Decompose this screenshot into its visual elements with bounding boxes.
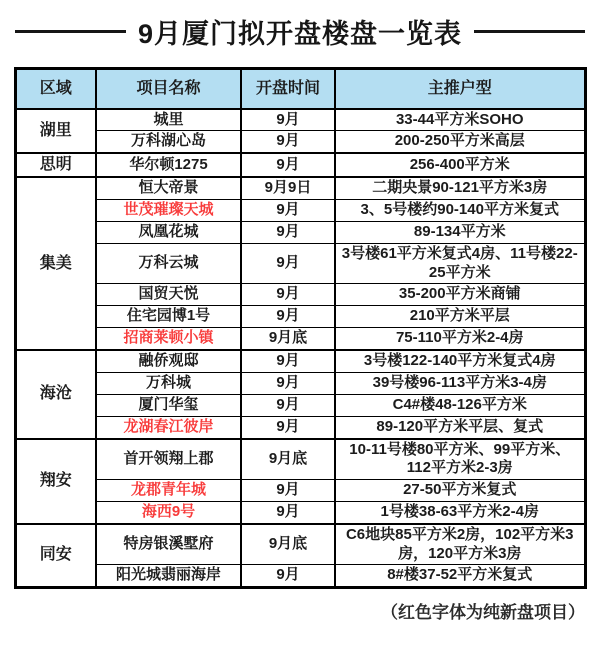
region-group — [15, 524, 585, 588]
unit-types-cell: 256-400平方米 — [335, 153, 585, 177]
region-group — [15, 109, 585, 154]
table-row — [15, 565, 585, 588]
project-name-cell: 凤凰花城 — [96, 221, 241, 243]
opening-time-cell: 9月 — [241, 109, 335, 131]
project-name-cell: 海西9号 — [96, 502, 241, 524]
table-row — [15, 372, 585, 394]
table-row — [15, 153, 585, 177]
opening-time-cell: 9月 — [241, 131, 335, 153]
opening-time-cell: 9月 — [241, 199, 335, 221]
unit-types-cell: 33-44平方米SOHO — [335, 109, 585, 131]
table-row — [15, 350, 585, 372]
opening-time-cell: 9月底 — [241, 524, 335, 565]
unit-types-cell: 210平方米平层 — [335, 306, 585, 328]
project-name-cell: 万科城 — [96, 372, 241, 394]
opening-time-cell: 9月 — [241, 306, 335, 328]
column-header-project: 项目名称 — [96, 69, 241, 109]
opening-time-cell: 9月 — [241, 372, 335, 394]
project-name-cell: 华尔顿1275 — [96, 153, 241, 177]
table-row — [15, 221, 585, 243]
project-name-cell: 融侨观邸 — [96, 350, 241, 372]
opening-time-cell: 9月 — [241, 153, 335, 177]
project-name-cell: 城里 — [96, 109, 241, 131]
table-row — [15, 306, 585, 328]
region-group — [15, 177, 585, 350]
footnote: （红色字体为纯新盘项目） — [381, 603, 585, 622]
unit-types-cell: 75-110平方米2-4房 — [335, 328, 585, 350]
project-name-cell: 恒大帝景 — [96, 177, 241, 199]
project-name-cell: 招商莱顿小镇 — [96, 328, 241, 350]
unit-types-cell: 200-250平方米高层 — [335, 131, 585, 153]
opening-time-cell: 9月底 — [241, 328, 335, 350]
title-bar — [15, 12, 585, 51]
project-name-cell: 阳光城翡丽海岸 — [96, 565, 241, 588]
unit-types-cell: 3号楼122-140平方米复式4房 — [335, 350, 585, 372]
table-header-row — [15, 69, 585, 109]
table-row — [15, 439, 585, 480]
column-header-unit-types: 主推户型 — [335, 69, 585, 109]
unit-types-cell: 39号楼96-113平方米3-4房 — [335, 372, 585, 394]
title-left-rule — [15, 30, 126, 33]
unit-types-cell: 89-120平方米平层、复式 — [335, 416, 585, 438]
title-right-rule — [474, 30, 585, 33]
region-cell: 思明 — [15, 153, 96, 177]
opening-time-cell: 9月9日 — [241, 177, 335, 199]
table-row — [15, 394, 585, 416]
unit-types-cell: 35-200平方米商铺 — [335, 284, 585, 306]
unit-types-cell: 3号楼61平方米复式4房、11号楼22-25平方米 — [335, 243, 585, 284]
project-name-cell: 世茂璀璨天城 — [96, 199, 241, 221]
opening-time-cell: 9月 — [241, 480, 335, 502]
project-name-cell: 万科湖心岛 — [96, 131, 241, 153]
project-name-cell: 万科云城 — [96, 243, 241, 284]
project-name-cell: 厦门华玺 — [96, 394, 241, 416]
table-row — [15, 524, 585, 565]
opening-time-cell: 9月 — [241, 221, 335, 243]
openings-table — [14, 67, 587, 589]
project-name-cell: 首开领翔上郡 — [96, 439, 241, 480]
page-title: 9月厦门拟开盘楼盘一览表 — [138, 19, 463, 49]
region-cell: 海沧 — [15, 350, 96, 439]
unit-types-cell: 二期央景90-121平方米3房 — [335, 177, 585, 199]
unit-types-cell: 27-50平方米复式 — [335, 480, 585, 502]
project-name-cell: 特房银溪墅府 — [96, 524, 241, 565]
table-row — [15, 284, 585, 306]
unit-types-cell: 8#楼37-52平方米复式 — [335, 565, 585, 588]
unit-types-cell: 1号楼38-63平方米2-4房 — [335, 502, 585, 524]
opening-time-cell: 9月 — [241, 243, 335, 284]
opening-time-cell: 9月 — [241, 502, 335, 524]
opening-time-cell: 9月 — [241, 284, 335, 306]
unit-types-cell: 89-134平方米 — [335, 221, 585, 243]
table-row — [15, 328, 585, 350]
opening-time-cell: 9月 — [241, 416, 335, 438]
column-header-opening-time: 开盘时间 — [241, 69, 335, 109]
table-row — [15, 177, 585, 199]
unit-types-cell: 3、5号楼约90-140平方米复式 — [335, 199, 585, 221]
unit-types-cell: C4#楼48-126平方米 — [335, 394, 585, 416]
table-row — [15, 131, 585, 153]
project-name-cell: 住宅园博1号 — [96, 306, 241, 328]
project-name-cell: 龙郡青年城 — [96, 480, 241, 502]
unit-types-cell: 10-11号楼80平方米、99平方米、112平方米2-3房 — [335, 439, 585, 480]
region-group — [15, 153, 585, 177]
region-group — [15, 439, 585, 524]
region-cell: 集美 — [15, 177, 96, 350]
unit-types-cell: C6地块85平方米2房，102平方米3房，120平方米3房 — [335, 524, 585, 565]
opening-time-cell: 9月 — [241, 394, 335, 416]
table-row — [15, 480, 585, 502]
column-header-region: 区域 — [15, 69, 96, 109]
table-row — [15, 502, 585, 524]
region-cell: 湖里 — [15, 109, 96, 154]
opening-time-cell: 9月 — [241, 350, 335, 372]
table-row — [15, 416, 585, 438]
opening-time-cell: 9月 — [241, 565, 335, 588]
region-cell: 同安 — [15, 524, 96, 588]
table-row — [15, 109, 585, 131]
opening-time-cell: 9月底 — [241, 439, 335, 480]
table-row — [15, 243, 585, 284]
region-cell: 翔安 — [15, 439, 96, 524]
project-name-cell: 国贸天悦 — [96, 284, 241, 306]
table-row — [15, 199, 585, 221]
project-name-cell: 龙湖春江彼岸 — [96, 416, 241, 438]
region-group — [15, 350, 585, 439]
